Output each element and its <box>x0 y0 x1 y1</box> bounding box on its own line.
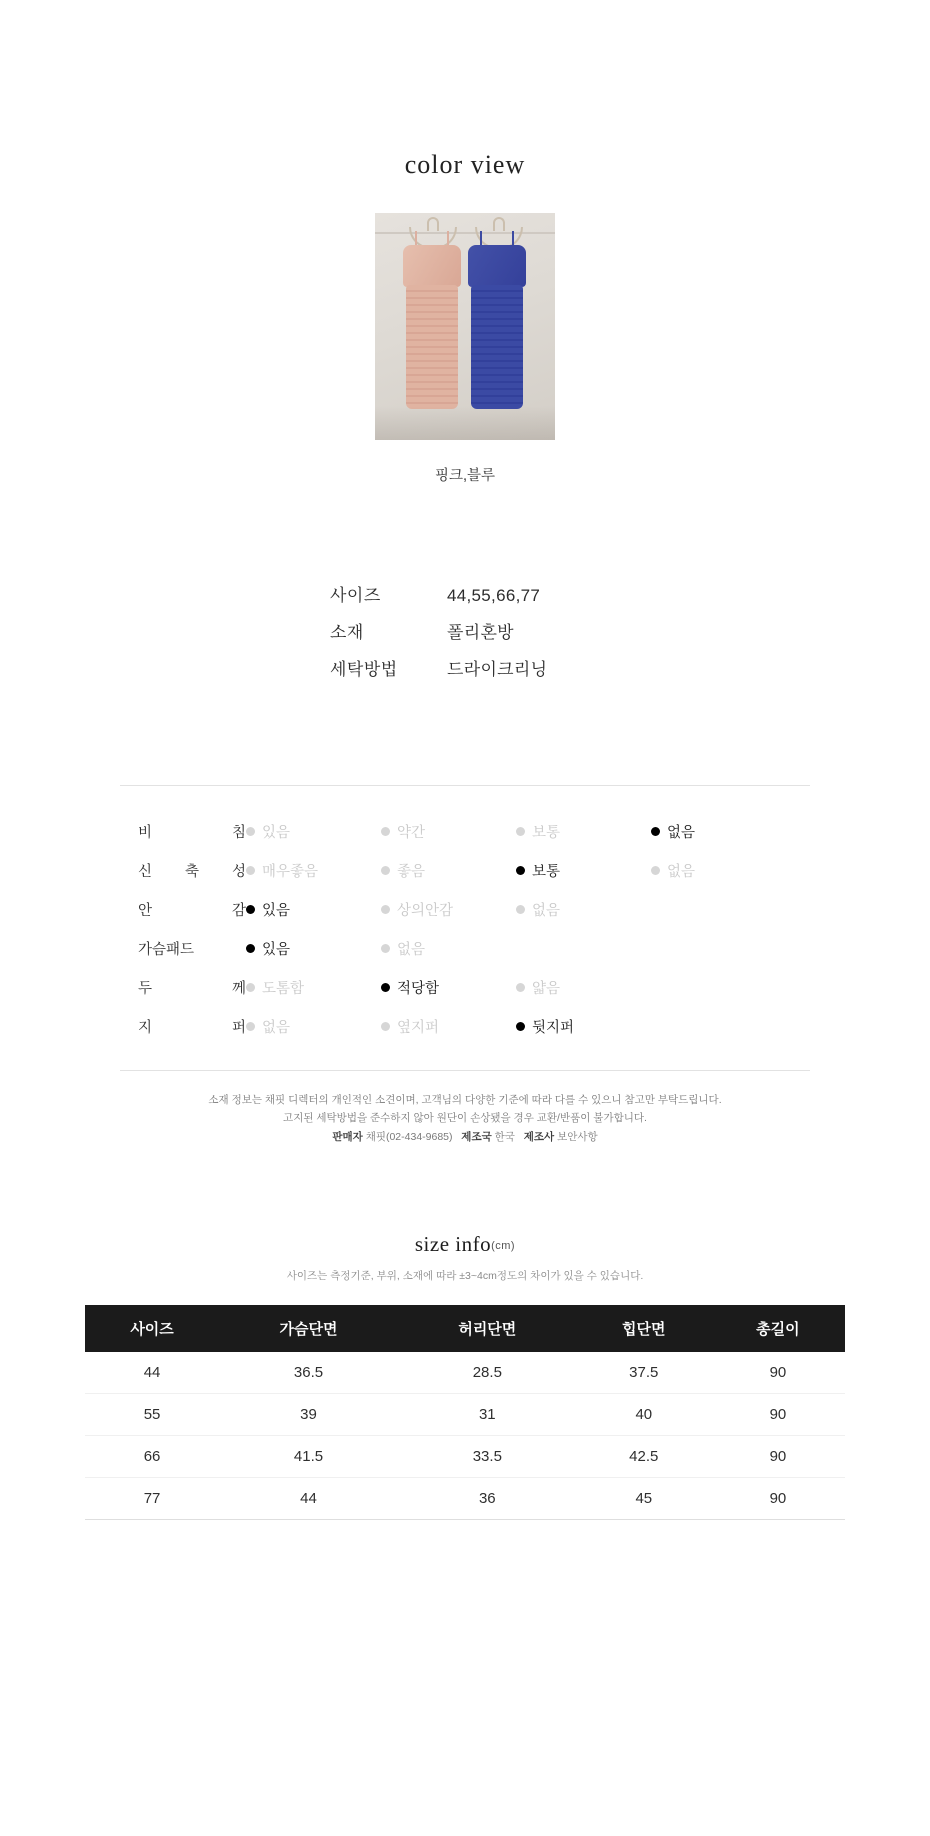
size-cell: 37.5 <box>577 1352 711 1394</box>
fabric-label-part: 퍼 <box>231 1020 246 1036</box>
fabric-option-label: 보통 <box>532 864 561 880</box>
size-th-size: 사이즈 <box>85 1305 219 1352</box>
radio-dot-icon <box>381 866 390 875</box>
table-row <box>85 1436 845 1478</box>
spec-value-material: 폴리혼방 <box>447 623 514 642</box>
notice-line-1: 소재 정보는 채핏 디렉터의 개인적인 소견이며, 고객님의 다양한 기준에 따라 다를 수 있으니 참고만 부탁드립니다. <box>208 1094 722 1106</box>
fabric-option-label: 없음 <box>667 864 696 880</box>
fabric-option-selected <box>516 1016 651 1037</box>
maker-value: 보안사항 <box>557 1130 598 1143</box>
size-cell: 90 <box>711 1478 845 1520</box>
radio-dot-icon <box>516 1022 525 1031</box>
fabric-row-label <box>120 977 246 998</box>
size-info-subtitle: 사이즈는 측정기준, 부위, 소재에 따라 ±3~4cm정도의 차이가 있을 수 있습니다. <box>286 1270 644 1283</box>
radio-dot-icon <box>246 827 255 836</box>
fabric-label-part: 비 <box>138 825 153 841</box>
fabric-option-label: 있음 <box>262 903 291 919</box>
fabric-option-selected <box>246 938 381 959</box>
fabric-option-selected <box>651 821 786 842</box>
fabric-attribute-table <box>120 785 810 1071</box>
fabric-row-thickness <box>120 968 810 1007</box>
fabric-option-label: 보통 <box>532 825 561 841</box>
fabric-option <box>246 1016 381 1037</box>
size-cell: 36 <box>398 1478 577 1520</box>
country-value: 한국 <box>494 1130 515 1143</box>
fabric-option <box>381 860 516 881</box>
radio-dot-icon <box>246 944 255 953</box>
fabric-option <box>246 821 381 842</box>
size-cell: 44 <box>85 1352 219 1394</box>
maker-label: 제조사 <box>523 1130 555 1143</box>
size-cell: 28.5 <box>398 1352 577 1394</box>
fabric-option-label: 옆지퍼 <box>397 1020 440 1036</box>
fabric-option-selected <box>381 977 516 998</box>
spec-label-size: 사이즈 <box>330 586 381 605</box>
fabric-label-part: 감 <box>231 903 246 919</box>
size-info-unit: (cm) <box>491 1240 516 1253</box>
fabric-option-label: 있음 <box>262 825 291 841</box>
size-info-title <box>0 1232 930 1257</box>
fabric-option-label: 없음 <box>532 903 561 919</box>
radio-dot-icon <box>246 866 255 875</box>
fabric-label-part: 안 <box>138 903 153 919</box>
fabric-label-part: 축 <box>184 864 199 880</box>
fabric-label-part: 지 <box>138 1020 153 1036</box>
radio-dot-icon <box>246 905 255 914</box>
size-cell: 55 <box>85 1394 219 1436</box>
fabric-row-label <box>120 899 246 920</box>
fabric-option-label: 좋음 <box>397 864 426 880</box>
fabric-label-part: 성 <box>231 864 246 880</box>
dress-bodice <box>403 245 461 287</box>
fabric-row-label <box>120 1016 246 1037</box>
fabric-label-part: 가슴패드 <box>138 942 195 958</box>
size-cell: 36.5 <box>219 1352 398 1394</box>
size-cell: 31 <box>398 1394 577 1436</box>
fabric-row-zipper <box>120 1007 810 1046</box>
fabric-option-label: 뒷지퍼 <box>532 1020 575 1036</box>
size-cell: 40 <box>577 1394 711 1436</box>
size-cell: 90 <box>711 1394 845 1436</box>
radio-dot-icon <box>516 905 525 914</box>
fabric-row-lining <box>120 890 810 929</box>
fabric-option-label: 없음 <box>397 942 426 958</box>
fabric-option-label: 얇음 <box>532 981 561 997</box>
dress-bodice <box>468 245 526 287</box>
fabric-option-selected <box>246 899 381 920</box>
spec-row <box>330 618 930 643</box>
fabric-option <box>246 860 381 881</box>
color-view-photo-wrap <box>375 213 555 440</box>
notice-line-3 <box>115 1128 815 1146</box>
fabric-option <box>381 1016 516 1037</box>
table-row <box>85 1394 845 1436</box>
fabric-option-selected <box>516 860 651 881</box>
size-cell: 77 <box>85 1478 219 1520</box>
seller-value: 채핏(02-434-9685) <box>365 1130 453 1143</box>
size-cell: 66 <box>85 1436 219 1478</box>
country-label: 제조국 <box>461 1130 492 1143</box>
size-cell: 42.5 <box>577 1436 711 1478</box>
notice-block <box>115 1091 815 1146</box>
color-view-title: color view <box>404 150 526 179</box>
radio-dot-icon <box>516 983 525 992</box>
fabric-option <box>516 977 651 998</box>
product-photo <box>375 213 555 440</box>
radio-dot-icon <box>651 866 660 875</box>
size-cell: 90 <box>711 1352 845 1394</box>
size-table <box>85 1305 845 1520</box>
radio-dot-icon <box>381 983 390 992</box>
dress-pink <box>403 245 461 409</box>
spec-label-washing: 세탁방법 <box>330 660 398 679</box>
fabric-label-part: 께 <box>231 981 246 997</box>
fabric-option <box>516 821 651 842</box>
radio-dot-icon <box>516 866 525 875</box>
fabric-option-label: 적당함 <box>397 981 440 997</box>
size-cell: 39 <box>219 1394 398 1436</box>
fabric-row-label <box>120 938 246 959</box>
size-cell: 44 <box>219 1478 398 1520</box>
radio-dot-icon <box>246 983 255 992</box>
table-row <box>85 1478 845 1520</box>
spec-value-washing: 드라이크리닝 <box>447 660 548 679</box>
radio-dot-icon <box>381 827 390 836</box>
table-header-row <box>85 1305 845 1352</box>
fabric-option <box>381 938 516 959</box>
size-th-length: 총길이 <box>711 1305 845 1352</box>
radio-dot-icon <box>381 944 390 953</box>
fabric-option-label: 없음 <box>262 1020 291 1036</box>
size-table-body <box>85 1352 845 1520</box>
radio-dot-icon <box>651 827 660 836</box>
fabric-option-label: 도톰함 <box>262 981 305 997</box>
spec-label-material: 소재 <box>330 623 364 642</box>
spec-list <box>0 581 930 680</box>
notice-line-2: 고지된 세탁방법을 준수하지 않아 원단이 손상됐을 경우 교환/반품이 불가합니다. <box>283 1112 647 1125</box>
table-row <box>85 1352 845 1394</box>
spec-row <box>330 581 930 606</box>
radio-dot-icon <box>381 1022 390 1031</box>
spec-value-size: 44,55,66,77 <box>447 586 541 605</box>
fabric-option-label: 약간 <box>397 825 426 841</box>
fabric-option <box>651 860 786 881</box>
fabric-option <box>381 821 516 842</box>
fabric-row-label <box>120 860 246 881</box>
radio-dot-icon <box>381 905 390 914</box>
fabric-option-label: 있음 <box>262 942 291 958</box>
spec-row <box>330 655 930 680</box>
fabric-option-label: 매우좋음 <box>262 864 319 880</box>
color-caption: 핑크,블루 <box>434 468 496 484</box>
photo-floor-shadow <box>375 406 555 440</box>
size-cell: 41.5 <box>219 1436 398 1478</box>
dress-skirt <box>471 285 523 409</box>
fabric-option-label: 상의안감 <box>397 903 454 919</box>
size-info-title-text: size info <box>414 1232 492 1257</box>
fabric-row-chest-pad <box>120 929 810 968</box>
fabric-row-sheerness <box>120 812 810 851</box>
size-cell: 90 <box>711 1436 845 1478</box>
seller-label: 판매자 <box>332 1130 363 1143</box>
hanger-rod <box>375 232 555 234</box>
size-cell: 45 <box>577 1478 711 1520</box>
radio-dot-icon <box>516 827 525 836</box>
fabric-option <box>246 977 381 998</box>
dress-skirt <box>406 285 458 409</box>
radio-dot-icon <box>246 1022 255 1031</box>
fabric-option <box>516 899 651 920</box>
dress-blue <box>468 245 526 409</box>
size-table-head <box>85 1305 845 1352</box>
size-cell: 33.5 <box>398 1436 577 1478</box>
fabric-label-part: 신 <box>138 864 153 880</box>
fabric-option-label: 없음 <box>667 825 696 841</box>
fabric-row-elasticity <box>120 851 810 890</box>
fabric-option <box>381 899 516 920</box>
size-th-hip: 힙단면 <box>577 1305 711 1352</box>
fabric-label-part: 침 <box>231 825 246 841</box>
fabric-row-label <box>120 821 246 842</box>
size-th-waist: 허리단면 <box>398 1305 577 1352</box>
size-th-chest: 가슴단면 <box>219 1305 398 1352</box>
fabric-label-part: 두 <box>138 981 153 997</box>
